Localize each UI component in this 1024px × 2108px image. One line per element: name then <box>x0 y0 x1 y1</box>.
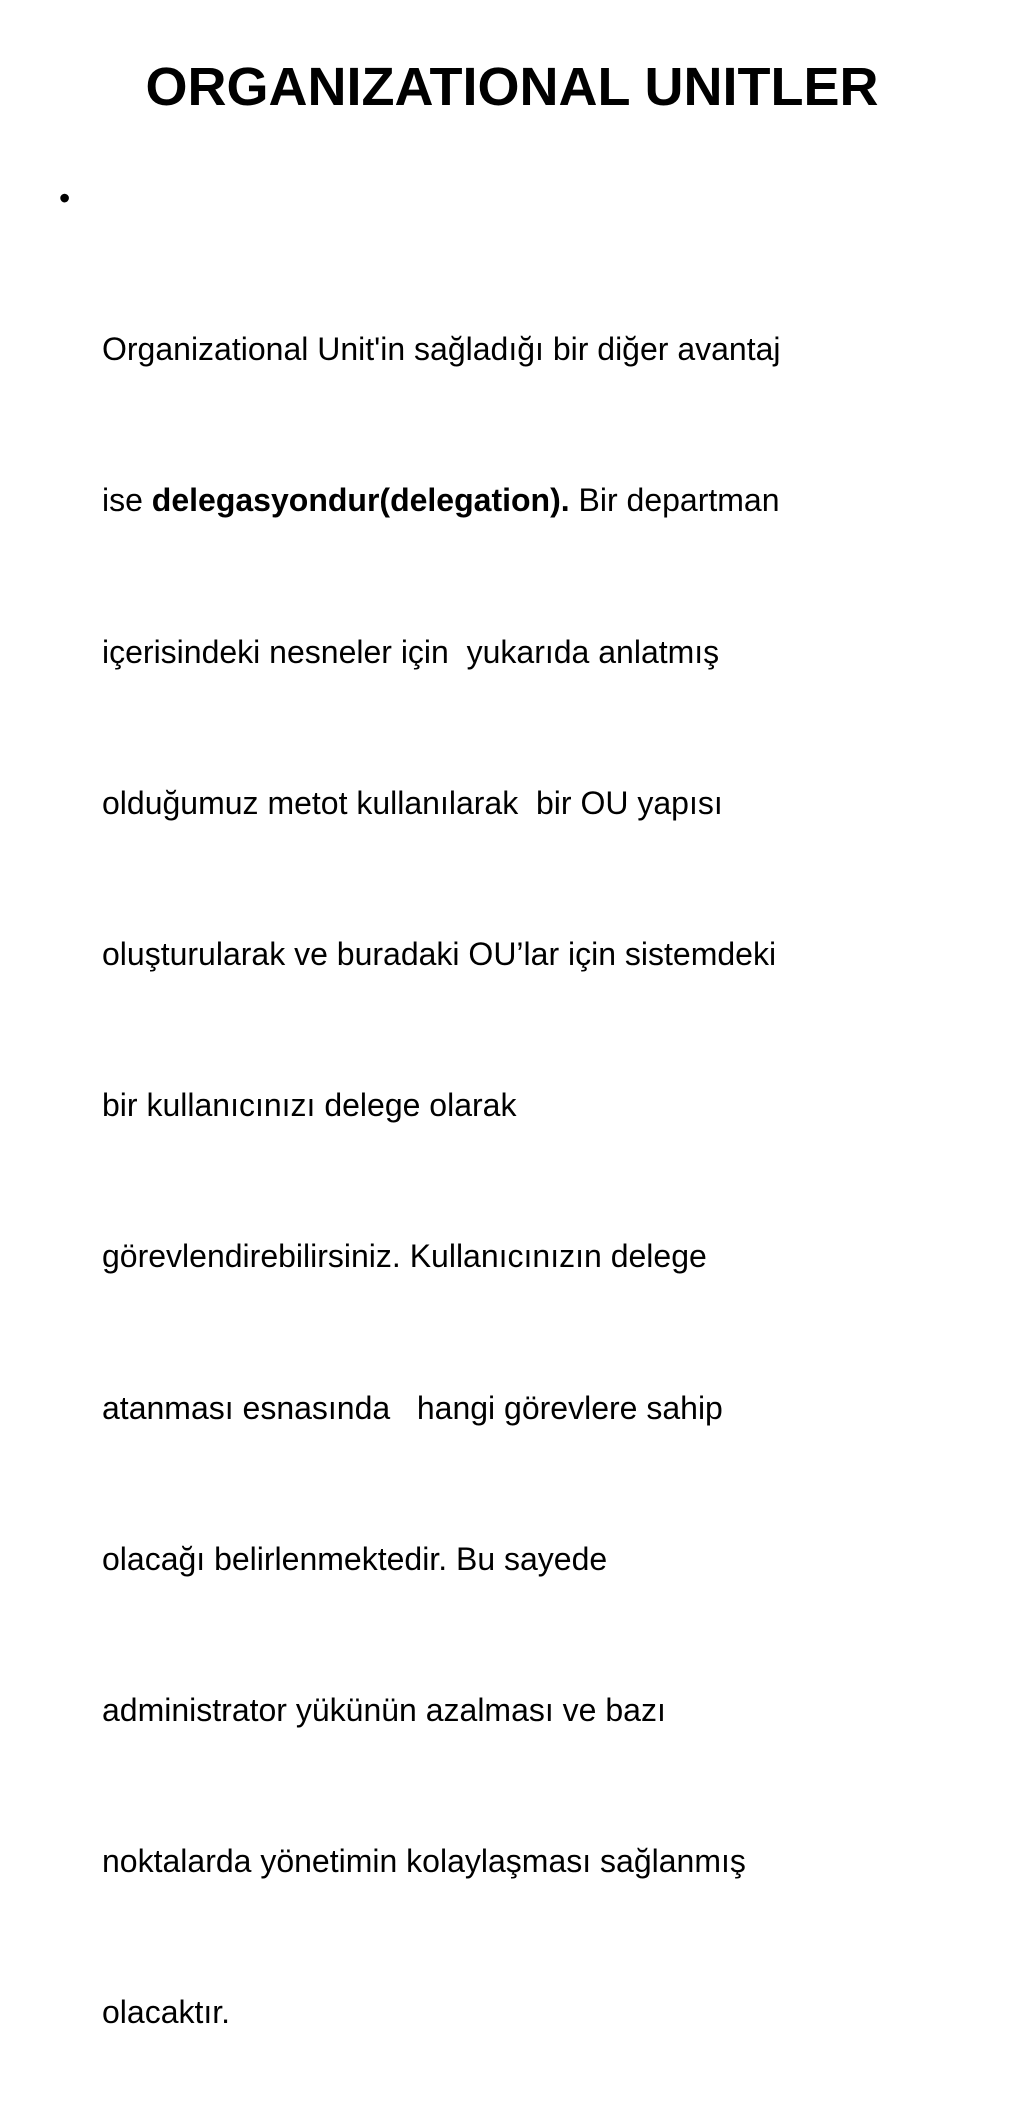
text-line-10 <box>102 1692 955 1730</box>
text-segment: olacağı belirlenmektedir. Bu sayede <box>102 1540 608 1577</box>
text-segment: Bir departman <box>569 482 780 519</box>
text-segment: görevlendirebilirsiniz. Kullanıcınızın delege <box>102 1238 707 1275</box>
text-segment: Organizational Unit'in sağladığı bir diğer avantaj <box>102 331 781 368</box>
slide-title: ORGANIZATIONAL UNITLER <box>145 57 879 117</box>
bullet-list <box>55 180 955 2108</box>
text-line-12 <box>102 1994 955 2032</box>
text-line-8 <box>102 1390 955 1428</box>
text-line-9 <box>102 1541 955 1579</box>
text-segment: oluşturularak ve buradaki OU’lar için sistemdeki <box>102 935 777 972</box>
text-segment: içerisindeki nesneler için yukarıda anlatmış <box>102 633 720 670</box>
text-segment: olduğumuz metot kullanılarak bir OU yapısı <box>102 784 723 821</box>
bullet-icon: • <box>59 180 71 216</box>
text-line-2 <box>102 482 955 520</box>
text-segment: noktalarda yönetimin kolaylaşması sağlanmış <box>102 1843 746 1880</box>
bullet-item <box>55 180 955 2108</box>
text-segment: olacaktır. <box>102 1994 231 2031</box>
text-line-3 <box>102 634 955 672</box>
text-line-11 <box>102 1843 955 1881</box>
text-segment: atanması esnasında hangi görevlere sahip <box>102 1389 723 1426</box>
text-segment: bir kullanıcınızı delege olarak <box>102 1087 517 1124</box>
text-line-1 <box>102 331 955 369</box>
text-segment: administrator yükünün azalması ve bazı <box>102 1691 666 1728</box>
text-line-7 <box>102 1238 955 1276</box>
text-line-5 <box>102 936 955 974</box>
text-line-6 <box>102 1087 955 1125</box>
text-line-4 <box>102 785 955 823</box>
text-segment: ise <box>102 482 152 519</box>
bold-term-delegation: delegasyondur(delegation). <box>151 482 570 519</box>
